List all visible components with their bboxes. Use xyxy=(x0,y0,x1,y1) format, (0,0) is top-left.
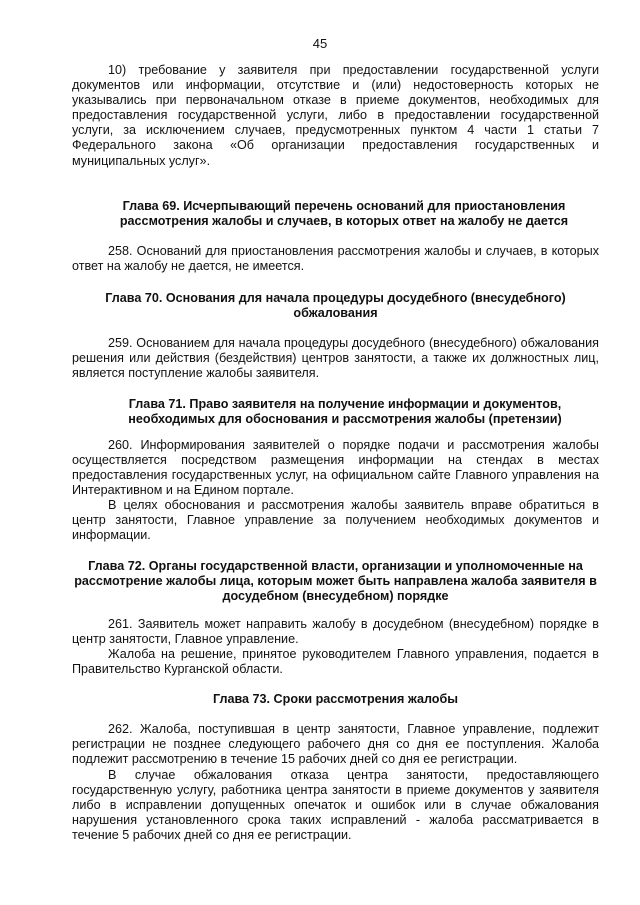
page-number: 45 xyxy=(312,36,328,51)
paragraph-262: 262. Жалоба, поступившая в центр занятости, Главное управление, подлежит регистрации не позднее следующего рабочего дня со дня ее поступления. Жалоба подлежит рассмотрению в течение 15 рабочих дней со дня ее регистрации. xyxy=(72,722,599,767)
paragraph-260-continued: В целях обоснования и рассмотрения жалобы заявитель вправе обратиться в центр занятости, Главное управление за получением необходимых документов и информации. xyxy=(72,498,599,543)
paragraph-item-10: 10) требование у заявителя при предоставлении государственной услуги документов или информации, отсутствие и (или) недостоверность которых не указывались при первоначальном отказе в приеме документов, необходимых для предоставления государственной услуги, либо в предоставлении государственной услуги, за исключением случаев, предусмотренных пунктом 4 части 1 статьи 7 Федерального закона «Об организации предоставления государственных и муниципальных услуг». xyxy=(72,63,599,168)
paragraph-260: 260. Информирования заявителей о порядке подачи и рассмотрения жалобы осуществляется посредством размещения информации на стендах в местах предоставления государственных услуг, на официальном сайте Главного управления на Интерактивном и на Едином портале. xyxy=(72,438,599,498)
paragraph-259: 259. Основанием для начала процедуры досудебного (внесудебного) обжалования решения или действия (бездействия) центров занятости, а также их должностных лиц, является поступление жалобы заявителя. xyxy=(72,336,599,381)
paragraph-262-continued: В случае обжалования отказа центра занятости, предоставляющего государственную услугу, работника центра занятости в приеме документов у заявителя либо в исправлении допущенных опечаток и ошибок или в случае обжалования нарушения установленного срока таких исправлений - жалоба рассматривается в течение 5 рабочих дней со дня ее регистрации. xyxy=(72,768,599,843)
chapter-71-heading: Глава 71. Право заявителя на получение информации и документов, необходимых для обоснования и рассмотрения жалобы (претензии) xyxy=(128,397,562,427)
paragraph-258: 258. Оснований для приостановления рассмотрения жалобы и случаев, в которых ответ на жалобу не дается, не имеется. xyxy=(72,244,599,274)
chapter-73-heading: Глава 73. Сроки рассмотрения жалобы xyxy=(212,692,459,706)
paragraph-261: 261. Заявитель может направить жалобу в досудебном (внесудебном) порядке в центр занятости, Главное управление. xyxy=(72,617,599,647)
paragraph-261-continued: Жалоба на решение, принятое руководителем Главного управления, подается в Правительство Курганской области. xyxy=(72,647,599,677)
chapter-69-heading: Глава 69. Исчерпывающий перечень оснований для приостановления рассмотрения жалобы и случаев, в которых ответ на жалобу не дается xyxy=(119,199,569,229)
chapter-70-heading: Глава 70. Основания для начала процедуры досудебного (внесудебного) обжалования xyxy=(105,291,566,321)
chapter-72-heading: Глава 72. Органы государственной власти, организации и уполномоченные на рассмотрение жалобы лица, которым может быть направлена жалоба заявителя в досудебном (внесудебном) порядке xyxy=(74,559,597,604)
